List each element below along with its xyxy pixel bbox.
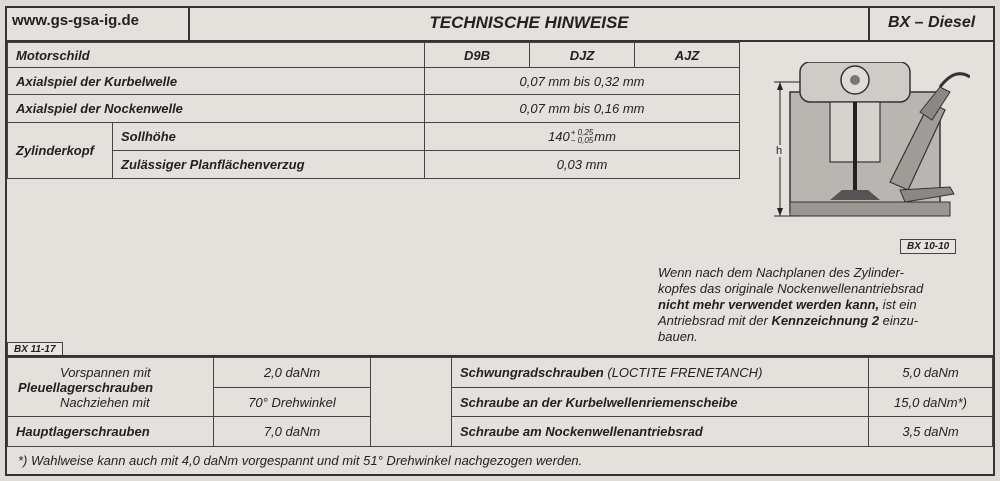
note-line-2: kopfes das originale Nockenwellenantriebsrad [658,281,924,296]
note-line-3-bold: nicht mehr verwendet werden kann, [658,297,880,312]
figure-caption: BX 10-10 [900,239,956,254]
flywheel-bolts-label [451,357,869,388]
website-url: www.gs-gsa-ig.de [12,12,139,29]
torque-spacer [370,357,452,447]
warp-value: 0,03 mm [424,150,740,179]
angle-value: 70° Drehwinkel [213,387,371,417]
pulley-bolt-label: Schraube an der Kurbelwellenriemenscheibe [451,387,869,417]
conrod-bolts-label: Pleuellagerschrauben [18,379,154,395]
cylinder-head-label: Zylinderkopf [7,122,113,179]
main-bearing-value: 7,0 daNm [213,416,371,447]
flywheel-bolts-value: 5,0 daNm [868,357,993,388]
flywheel-bolts-note: (LOCTITE FRENETANCH) [603,365,763,380]
target-height-base: 140 [548,129,570,144]
note-line-4-post: einzu- [879,313,919,328]
conrod-bolts-cell [7,357,214,417]
prestress-label: Vorspannen mit [60,364,151,380]
note-text [658,265,988,345]
note-line-4-bold: Kennzeichnung 2 [771,313,880,328]
note-line-4 [658,313,988,329]
cam-sprocket-bolt-label: Schraube am Nockenwellenantriebsrad [451,416,869,447]
dimension-h-label: h [776,145,783,157]
target-height-minus: − 0,05 [570,135,594,145]
main-bearing-label: Hauptlagerschrauben [7,416,214,447]
engine-d9b: D9B [424,42,530,68]
note-line-1: Wenn nach dem Nachplanen des Zylinder- [658,265,904,280]
cam-axial-value: 0,07 mm bis 0,16 mm [424,94,740,123]
engine-ajz: AJZ [634,42,740,68]
note-line-5: bauen. [658,329,698,344]
flywheel-bolts-name: Schwungradschrauben [460,365,604,380]
note-line-3-rest: ist ein [879,297,917,312]
page-title: TECHNISCHE HINWEISE [429,13,629,32]
engine-djz: DJZ [529,42,635,68]
pulley-bolt-value: 15,0 daNm*) [868,387,993,417]
engine-label: Motorschild [7,42,425,68]
target-height-unit: mm [594,129,616,144]
model-label: BX – Diesel [888,14,976,31]
cam-axial-label: Axialspiel der Nockenwelle [7,94,425,123]
prestress-value: 2,0 daNm [213,357,371,388]
cam-sprocket-bolt-value: 3,5 daNm [868,416,993,447]
crank-axial-label: Axialspiel der Kurbelwelle [7,67,425,95]
target-height-tolerance [571,129,593,145]
target-height-value [424,122,740,151]
section-tag: BX 11-17 [7,342,63,357]
target-height-label: Sollhöhe [112,122,425,151]
target-height-plus: + 0,25 [570,127,594,137]
footnote: *) Wahlweise kann auch mit 4,0 daNm vorgespannt und mit 51° Drehwinkel nachgezogen werden. [18,453,583,468]
note-line-4-pre: Antriebsrad mit der [658,313,772,328]
tighten-label: Nachziehen mit [60,394,150,410]
cylinder-head-drawing [770,62,970,222]
crank-axial-value: 0,07 mm bis 0,32 mm [424,67,740,95]
header-title-box [188,6,870,40]
warp-label: Zulässiger Planflächenverzug [112,150,425,179]
note-line-3 [658,297,988,313]
